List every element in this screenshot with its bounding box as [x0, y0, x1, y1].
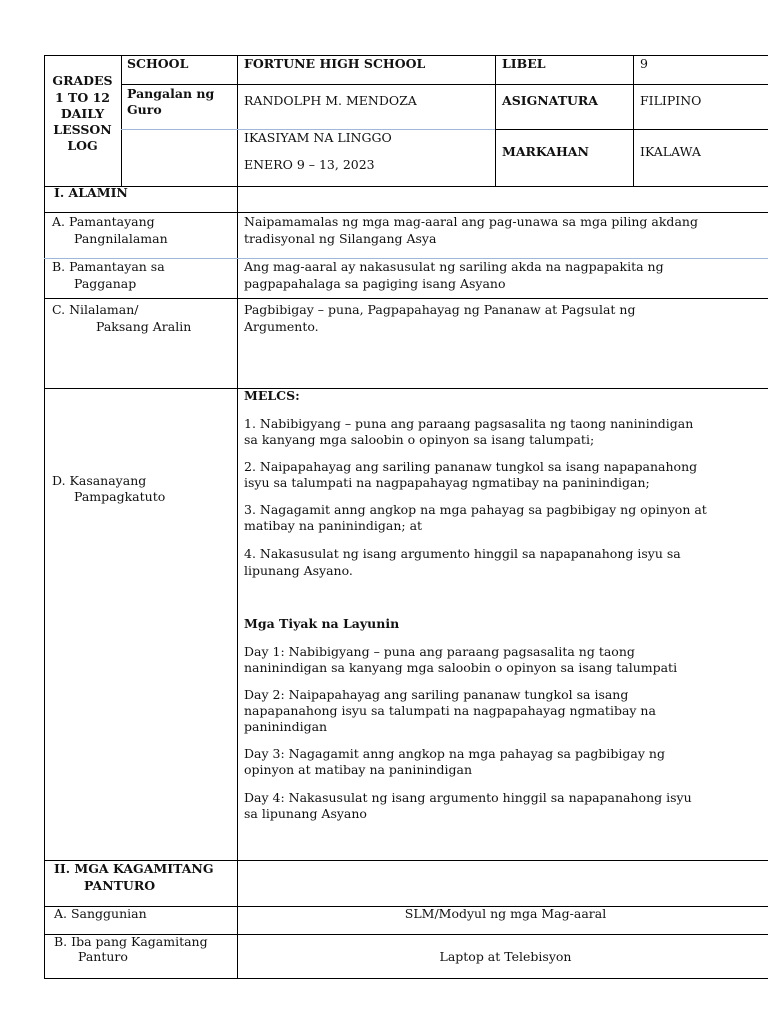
- grid-divider: [44, 186, 768, 187]
- grid-divider: [44, 298, 768, 299]
- grid-divider: [121, 55, 122, 186]
- grid-divider: [495, 55, 496, 186]
- section-title-line: II. MGA KAGAMITANG: [54, 861, 214, 876]
- quarter-label: MARKAHAN: [502, 144, 589, 159]
- row-label-line: B. Pamantayan sa: [52, 259, 165, 274]
- melc-item-line: isyu sa talumpati na nagpapahayag ngmatibay na paninindigan;: [244, 475, 650, 490]
- teacher-value: RANDOLPH M. MENDOZA: [244, 93, 417, 108]
- teacher-label-line: Guro: [127, 102, 162, 117]
- melcs-title: MELCS:: [244, 388, 300, 403]
- school-value: FORTUNE HIGH SCHOOL: [244, 56, 426, 71]
- grid-divider: [495, 129, 768, 130]
- section-title-line: PANTURO: [84, 878, 156, 893]
- grades-label-line: DAILY: [60, 106, 105, 121]
- content-line: tradisyonal ng Silangang Asya: [244, 231, 437, 246]
- week-value: IKASIYAM NA LINGGO: [244, 130, 392, 145]
- objective-line: Day 4: Nakasusulat ng isang argumento hinggil sa napapanahong isyu: [244, 790, 692, 805]
- row-label-line: Panturo: [78, 949, 128, 964]
- row-label-line: D. Kasanayang: [52, 473, 147, 488]
- objective-line: paninindigan: [244, 719, 328, 734]
- row-label-line: A. Pamantayang: [52, 214, 155, 229]
- objective-line: Day 3: Nagagamit anng angkop na mga pahayag sa pagbibigay ng: [244, 746, 665, 761]
- objective-line: napapanahong isyu sa talumpati na nagpapahayag ngmatibay na: [244, 703, 656, 718]
- table-border-left: [44, 55, 45, 979]
- objective-line: naninindigan sa kanyang mga saloobin o opinyon sa isang talumpati: [244, 660, 678, 675]
- grades-label-line: 1 TO 12: [55, 90, 110, 105]
- subject-value: FILIPINO: [640, 93, 702, 108]
- melc-item-line: 3. Nagagamit anng angkop na mga pahayag sa pagbibigay ng opinyon at: [244, 502, 707, 517]
- table-border-bottom: [44, 978, 768, 979]
- melc-item-line: 2. Naipapahayag ang sariling pananaw tungkol sa isang napapanahong: [244, 459, 698, 474]
- content-line: Pagbibigay – puna, Pagpapahayag ng Pananaw at Pagsulat ng: [244, 302, 636, 317]
- section-title-alamin: I. ALAMIN: [54, 185, 128, 200]
- melc-item-line: matibay na paninindigan; at: [244, 518, 423, 533]
- objective-line: opinyon at matibay na paninindigan: [244, 762, 473, 777]
- row-label-line: B. Iba pang Kagamitang: [54, 934, 208, 949]
- row-label-line: Paksang Aralin: [96, 319, 192, 334]
- grades-label-line: LESSON: [53, 122, 112, 137]
- melc-item-line: 1. Nabibigyang – puna ang paraang pagsasalita ng taong naninindigan: [244, 416, 694, 431]
- sanggunian-value: SLM/Modyul ng mga Mag-aaral: [404, 906, 607, 921]
- grid-divider: [237, 55, 238, 979]
- school-label: SCHOOL: [127, 56, 189, 71]
- content-line: pagpapahalaga sa pagiging isang Asyano: [244, 276, 506, 291]
- libel-label: LIBEL: [502, 56, 546, 71]
- row-label-line: Pagganap: [74, 276, 137, 291]
- grades-label-line: GRADES: [52, 73, 113, 88]
- quarter-value: IKALAWA: [640, 144, 701, 159]
- content-line: Argumento.: [244, 319, 319, 334]
- row-label-line: C. Nilalaman/: [52, 302, 139, 317]
- melc-item-line: 4. Nakasusulat ng isang argumento hinggil sa napapanahong isyu sa: [244, 546, 681, 561]
- grid-divider: [44, 212, 768, 213]
- dates-value: ENERO 9 – 13, 2023: [244, 157, 375, 172]
- objective-line: Day 2: Naipapahayag ang sariling pananaw tungkol sa isang: [244, 687, 629, 702]
- grades-label-line: LOG: [67, 138, 98, 153]
- grid-divider: [121, 84, 768, 85]
- row-label-line: Pampagkatuto: [74, 489, 166, 504]
- row-label-sanggunian: A. Sanggunian: [54, 906, 147, 921]
- objective-line: sa lipunang Asyano: [244, 806, 367, 821]
- subject-label: ASIGNATURA: [502, 93, 598, 108]
- melc-item-line: lipunang Asyano.: [244, 563, 353, 578]
- grid-divider: [633, 55, 634, 186]
- grid-divider: [44, 388, 768, 389]
- content-line: Naipamamalas ng mga mag-aaral ang pag-unawa sa mga piling akdang: [244, 214, 698, 229]
- objectives-title: Mga Tiyak na Layunin: [244, 616, 400, 631]
- objective-line: Day 1: Nabibigyang – puna ang paraang pagsasalita ng taong: [244, 644, 635, 659]
- content-line: Ang mag-aaral ay nakasusulat ng sariling akda na nagpapakita ng: [244, 259, 664, 274]
- melc-item-line: sa kanyang mga saloobin o opinyon sa isang talumpati;: [244, 432, 595, 447]
- kagamitan-value: Laptop at Telebisyon: [439, 949, 572, 964]
- libel-value: 9: [640, 56, 648, 71]
- row-label-line: Pangnilalaman: [74, 231, 168, 246]
- teacher-label-line: Pangalan ng: [127, 86, 215, 101]
